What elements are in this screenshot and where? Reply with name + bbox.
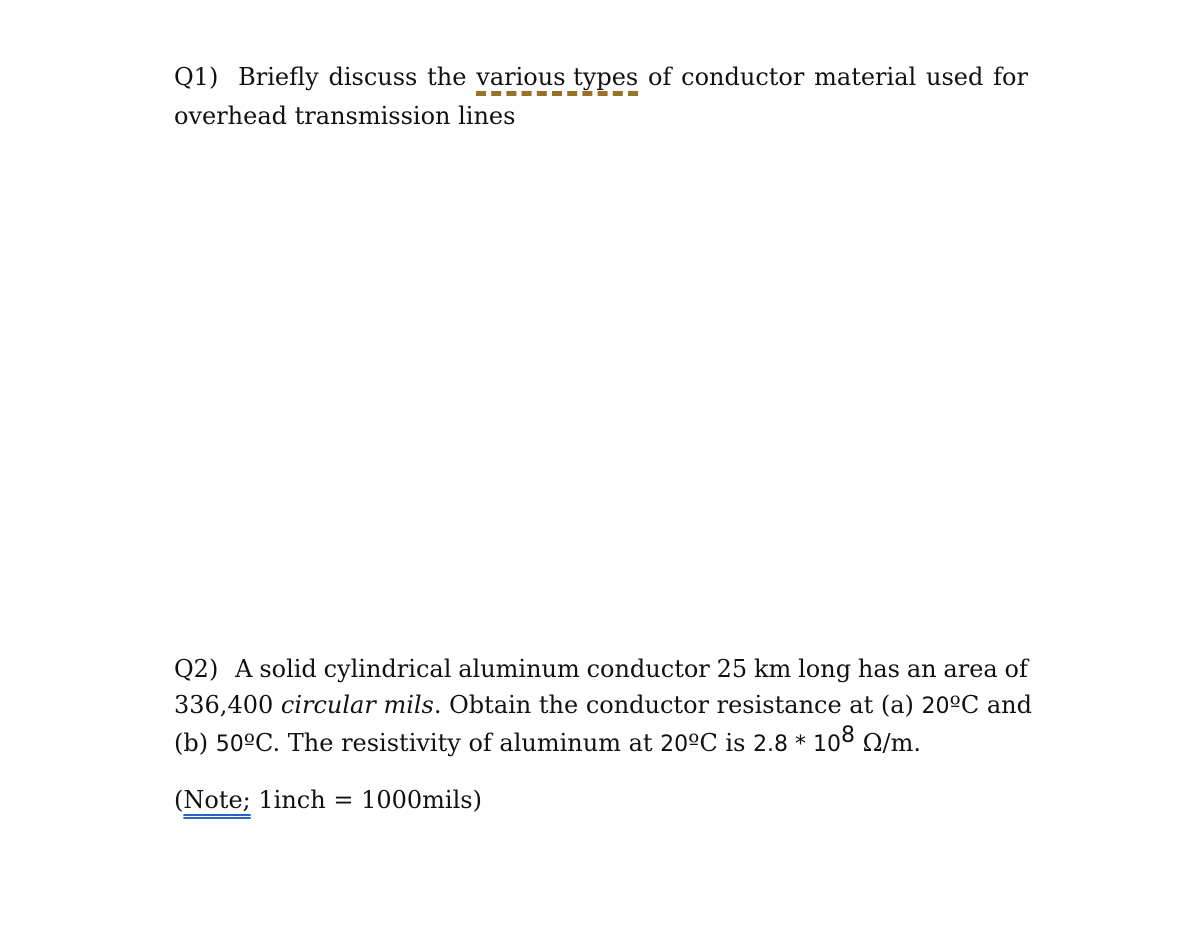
word: 25 — [716, 655, 748, 683]
text: ( — [174, 786, 184, 814]
temperature-value: 50 — [215, 732, 244, 757]
text: . Obtain the conductor resistance at (a) — [433, 691, 922, 719]
note — [174, 782, 1028, 818]
exponent: 8 — [841, 723, 856, 748]
word: Briefly — [238, 63, 319, 91]
word: aluminum — [458, 655, 580, 683]
text: ºC is — [688, 729, 754, 757]
word: long — [798, 655, 852, 683]
text: 336,400 — [174, 691, 281, 719]
word: the — [427, 63, 467, 91]
word: an — [906, 655, 937, 683]
word: cylindrical — [323, 655, 452, 683]
temperature-value: 20 — [921, 694, 950, 719]
spelling-flagged-word[interactable]: Note; — [183, 786, 251, 814]
question-1-line-1 — [174, 58, 1028, 97]
text: ºC. The resistivity of aluminum at — [243, 729, 661, 757]
word: A — [235, 655, 253, 683]
word: used — [925, 63, 984, 91]
word: material — [814, 63, 917, 91]
text: Ω/m. — [855, 729, 922, 757]
resistivity-value: 2.8 * 10 — [753, 732, 842, 757]
question-1-label: Q1) — [174, 63, 219, 91]
grammar-flagged-phrase[interactable]: various types — [476, 63, 639, 91]
question-1 — [174, 58, 1028, 136]
question-2 — [174, 651, 1032, 763]
question-2-line-1 — [174, 651, 1028, 687]
word: solid — [259, 655, 317, 683]
word: for — [993, 63, 1028, 91]
question-2-line-3 — [174, 725, 1028, 763]
question-2-label: Q2) — [174, 655, 219, 683]
temperature-value: 20 — [660, 732, 689, 757]
word: discuss — [328, 63, 418, 91]
word: of — [648, 63, 672, 91]
text: (b) — [174, 729, 216, 757]
word: km — [753, 655, 792, 683]
word: area — [943, 655, 998, 683]
word: conductor — [586, 655, 710, 683]
text: 1inch = 1000mils) — [250, 786, 482, 814]
text: ºC and — [949, 691, 1032, 719]
question-1-line-2: overhead transmission lines — [174, 102, 516, 130]
question-2-line-2 — [174, 687, 1032, 725]
word: has — [857, 655, 900, 683]
word: of — [1004, 655, 1028, 683]
word: conductor — [681, 63, 805, 91]
italic-term: circular mils — [280, 691, 434, 719]
